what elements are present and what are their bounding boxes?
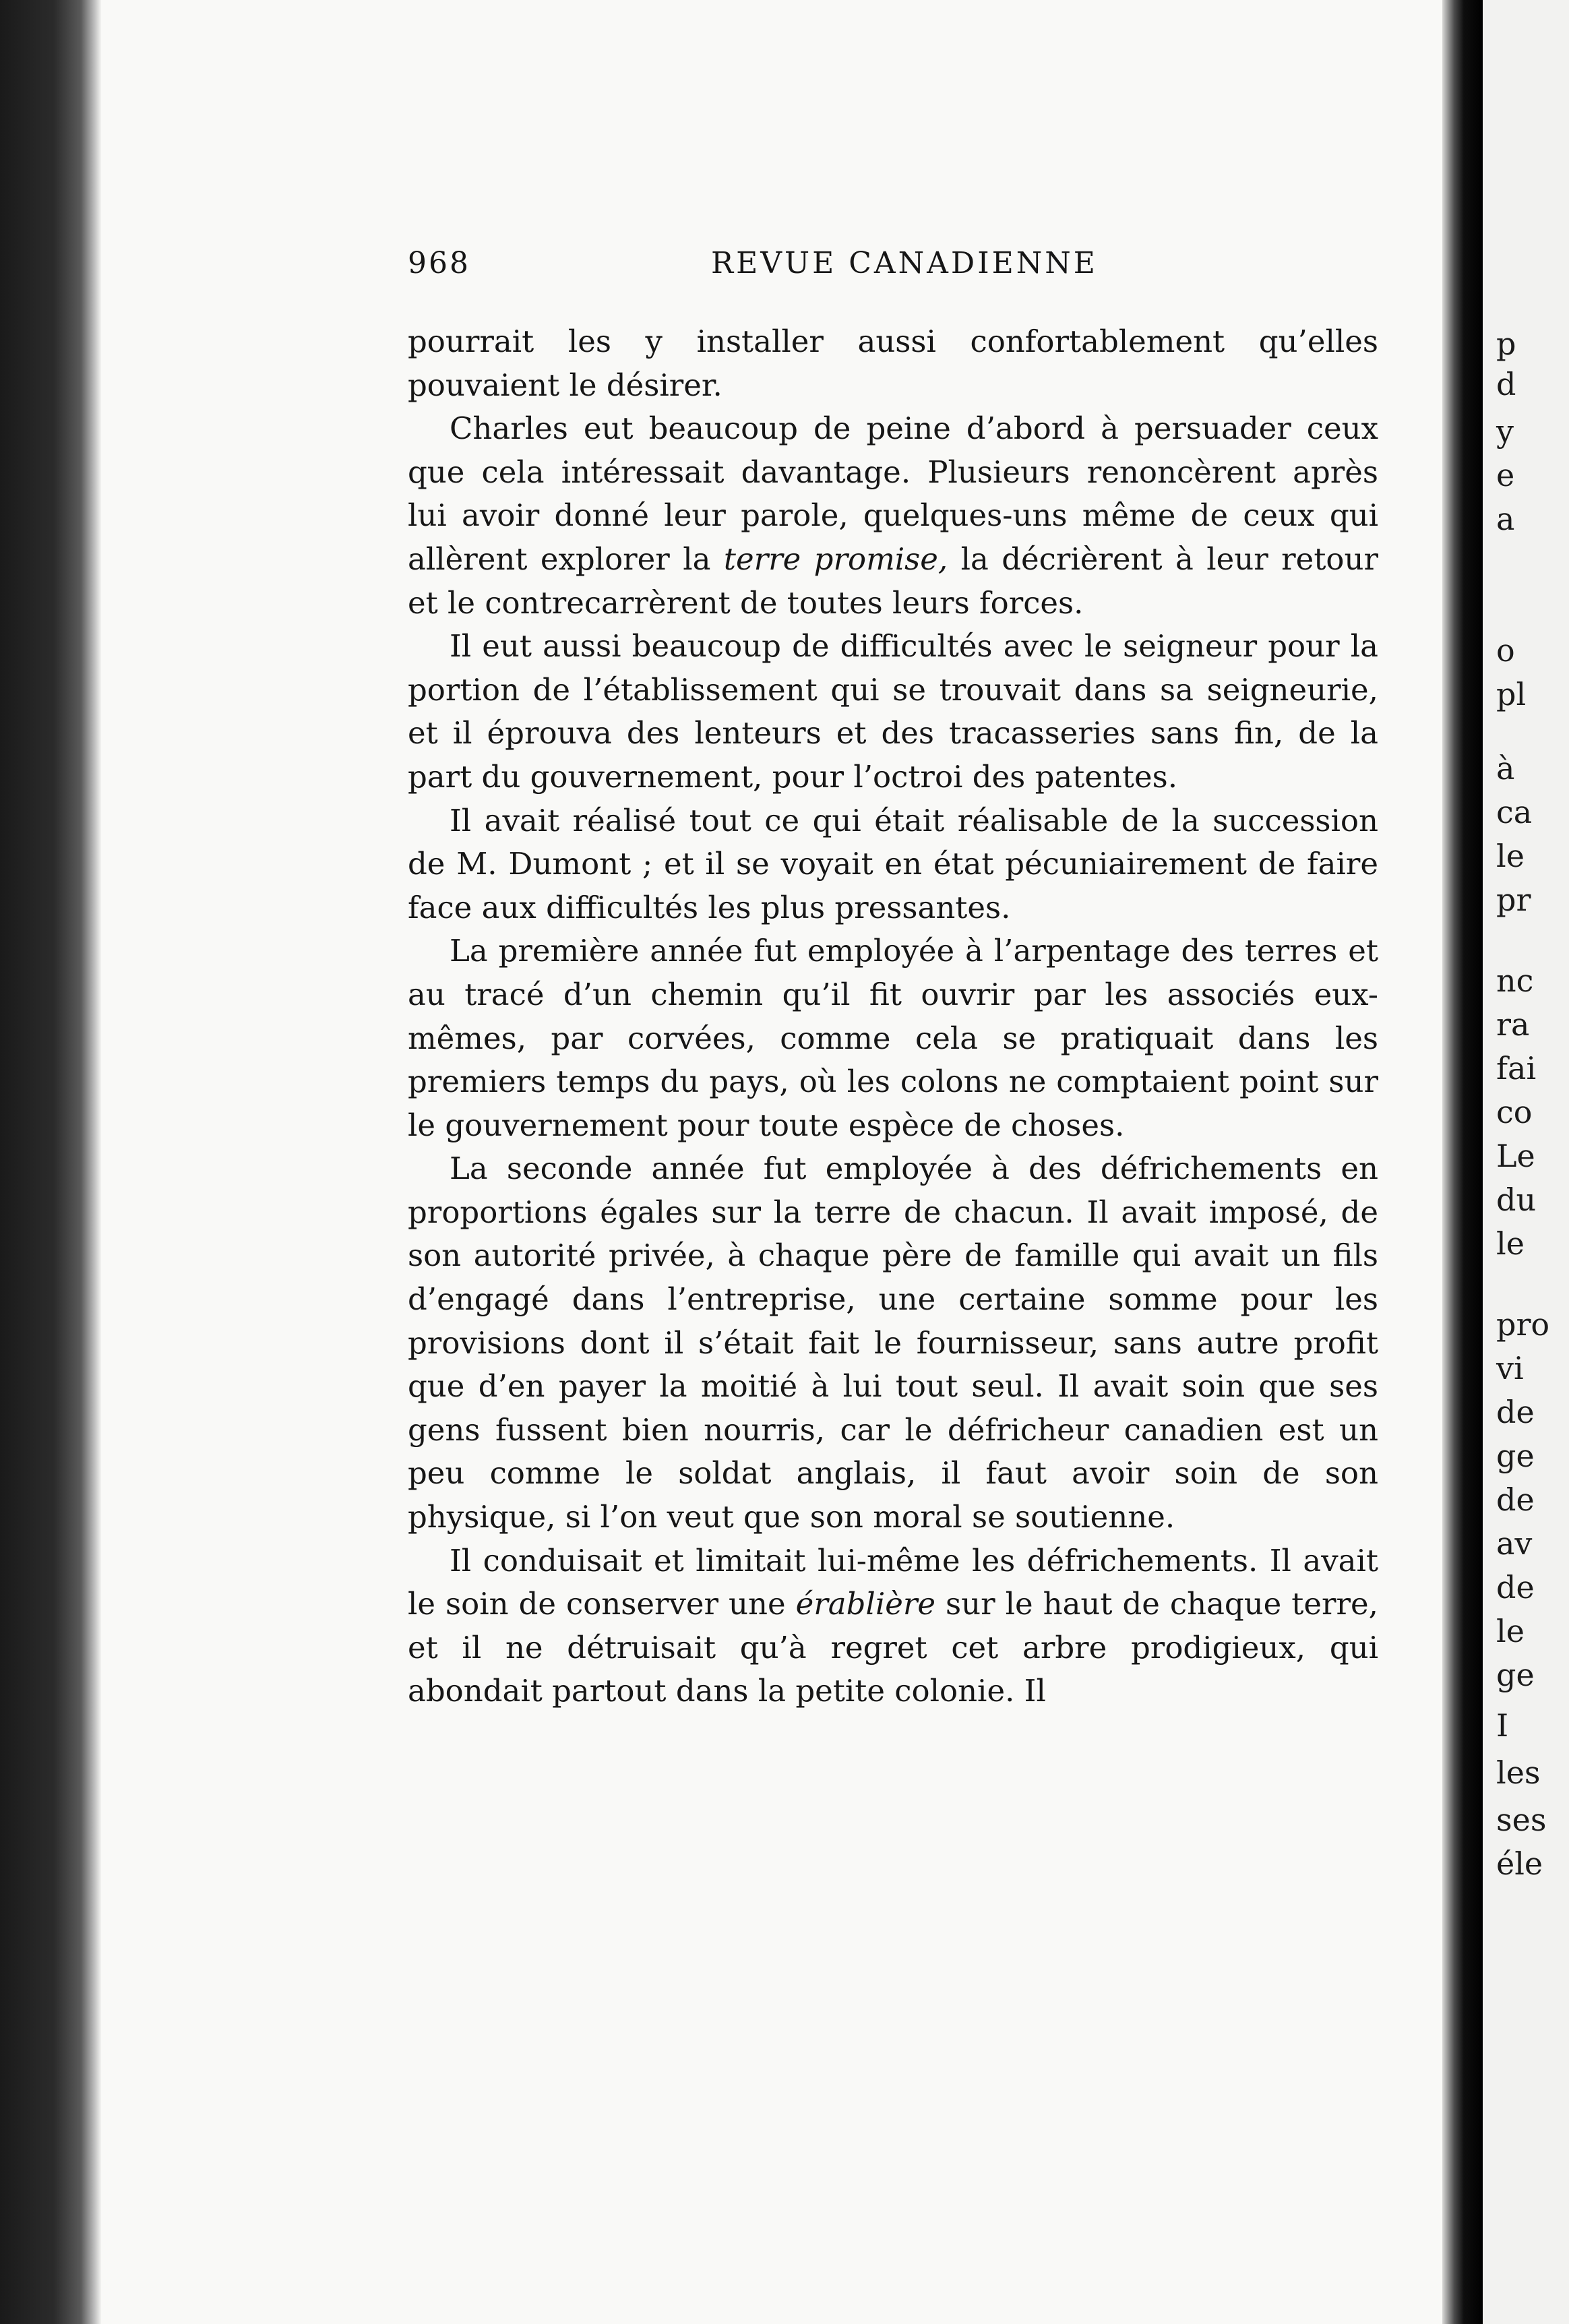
adjacent-page-fragment: o — [1496, 632, 1515, 669]
adjacent-page-fragment: co — [1496, 1094, 1533, 1130]
book-spine-left — [0, 0, 101, 2324]
paragraph — [408, 407, 1378, 625]
italic-phrase: terre promise, — [723, 541, 948, 577]
adjacent-page-fragment: e — [1496, 457, 1515, 493]
page-number: 968 — [408, 246, 470, 280]
adjacent-page-fragment: a — [1496, 501, 1515, 537]
adjacent-page-fragment: à — [1496, 750, 1515, 787]
journal-title: REVUE CANADIENNE — [711, 246, 1098, 280]
adjacent-page-fragment: le — [1496, 838, 1525, 874]
adjacent-page-fragment: Le — [1496, 1138, 1535, 1174]
paragraph: Il avait réalisé tout ce qui était réalisable de la succession de M. Dumont ; et il se voyait en état pécuniairement de faire face aux difficultés les plus pressantes. — [408, 802, 1378, 925]
adjacent-page-fragment: le — [1496, 1613, 1525, 1649]
adjacent-page-fragment: y — [1496, 413, 1514, 450]
adjacent-page-fragment: vi — [1496, 1350, 1524, 1386]
paragraph: Il eut aussi beaucoup de difficultés avec le seigneur pour la portion de l’établissement qui se trouvait dans sa seigneurie, et il éprouva des lenteurs et des tracasseries sans fin, de la part du gouvernement, pour l’octroi des patentes. — [408, 628, 1378, 795]
running-head — [408, 246, 1378, 293]
adjacent-page-fragment: ra — [1496, 1006, 1530, 1043]
paragraph-text: sur le haut de chaque terre, et il ne détruisait qu’à regret cet arbre prodigieux, qui abondait partout dans la petite colonie. Il — [408, 1586, 1378, 1709]
adjacent-page-fragment: ge — [1496, 1438, 1535, 1474]
adjacent-page-fragment: du — [1496, 1182, 1537, 1218]
adjacent-page-fragment: d — [1496, 366, 1516, 402]
paragraph — [408, 1539, 1378, 1713]
paragraph: La seconde année fut employée à des défrichements en proportions égales sur la terre de chacun. Il avait imposé, de son autorité privée, à chaque père de famille qui avait un fils d’engagé dans l’entreprise, une certaine somme pour les provisions dont il s’était fait le fournisseur, sans autre profit que d’en payer la moitié à lui tout seul. Il avait soin que ses gens fussent bien nourris, car le défricheur canadien est un peu comme le soldat anglais, il faut avoir soin de son physique, si l’on veut que son moral se soutienne. — [408, 1151, 1378, 1535]
paragraph-text: la décrièrent à leur retour et le contrecarrèrent de toutes leurs forces. — [408, 541, 1378, 621]
adjacent-page-fragment: les — [1496, 1754, 1541, 1791]
adjacent-page-fragment: de — [1496, 1569, 1535, 1606]
body-text — [408, 320, 1378, 1713]
adjacent-page-fragment: nc — [1496, 962, 1534, 999]
paragraph: La première année fut employée à l’arpentage des terres et au tracé d’un chemin qu’il fit ouvrir par les associés eux-mêmes, par corvées, comme cela se pratiquait dans les premiers temps du pays, où les colons ne comptaient point sur le gouvernement pour toute espèce de choses. — [408, 933, 1378, 1143]
adjacent-page-fragment: av — [1496, 1525, 1533, 1562]
adjacent-page-fragment: ge — [1496, 1657, 1535, 1693]
adjacent-page-fragment: ca — [1496, 794, 1533, 830]
adjacent-page-fragment: le — [1496, 1225, 1525, 1262]
paragraph-continuation: pourrait les y installer aussi confortablement qu’elles pouvaient le désirer. — [408, 324, 1378, 403]
paragraph-text: Il conduisait et limitait lui-même les défrichements. Il avait le soin de conserver une — [408, 1542, 1378, 1622]
adjacent-page-fragment: pro — [1496, 1306, 1550, 1343]
adjacent-page-fragment: ses — [1496, 1802, 1547, 1838]
adjacent-page-fragment: pr — [1496, 882, 1531, 918]
book-gutter-right — [1442, 0, 1483, 2324]
adjacent-page-fragment: de — [1496, 1481, 1535, 1518]
adjacent-page-fragment: pl — [1496, 676, 1527, 712]
paragraph-text: Charles eut beaucoup de peine d’abord à persuader ceux que cela intéressait davantage. Plusieurs renoncèrent après lui avoir donné leur parole, quelques-uns même de ceux qui allèrent explorer la — [408, 410, 1378, 577]
adjacent-page-fragment: p — [1496, 326, 1516, 362]
adjacent-page-fragment: fai — [1496, 1050, 1537, 1087]
adjacent-page-fragment: de — [1496, 1394, 1535, 1430]
italic-phrase: érablière — [795, 1586, 935, 1622]
adjacent-page-fragment: I — [1496, 1707, 1509, 1744]
adjacent-page-fragment: éle — [1496, 1845, 1543, 1882]
adjacent-page — [1483, 0, 1569, 2324]
